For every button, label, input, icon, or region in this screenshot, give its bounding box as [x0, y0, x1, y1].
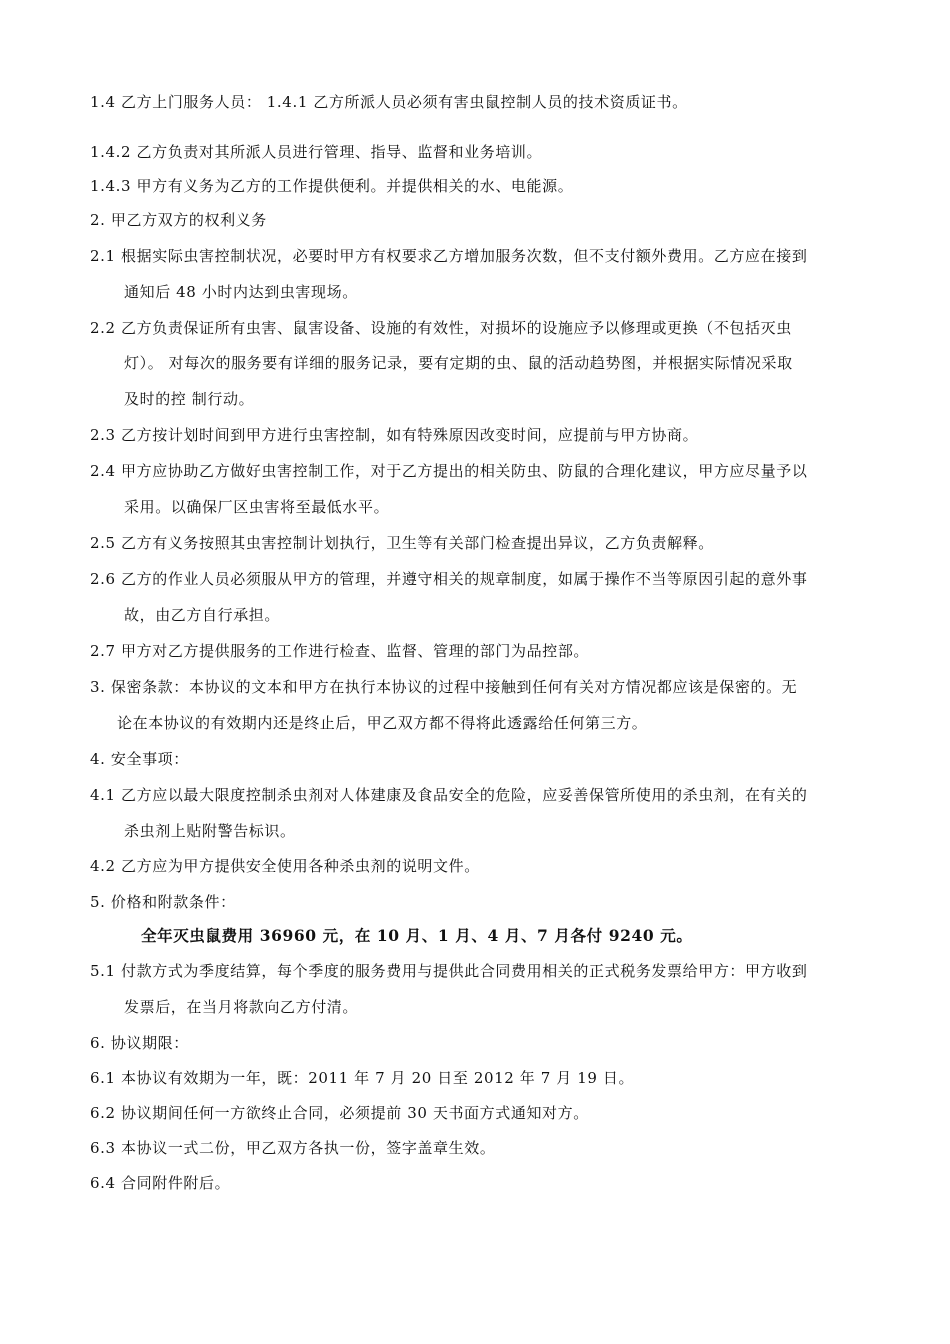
clause-6-4: 6.4 合同附件附后。	[90, 1174, 231, 1192]
clause-5-1-cont: 发票后，在当月将款向乙方付清。	[124, 998, 359, 1016]
section-3-confidentiality: 3. 保密条款：本协议的文本和甲方在执行本协议的过程中接触到任何有关对方情况都应该是保密的。无	[90, 678, 798, 696]
clause-2-1: 2.1 根据实际虫害控制状况，必要时甲方有权要求乙方增加服务次数，但不支付额外费用。乙方应在接到	[90, 247, 808, 265]
clause-2-2-cont-2: 及时的控 制行动。	[124, 390, 255, 408]
section-3-cont: 论在本协议的有效期内还是终止后，甲乙双方都不得将此透露给任何第三方。	[117, 714, 648, 732]
clause-1-4-3: 1.4.3 甲方有义务为乙方的工作提供便利。并提供相关的水、电能源。	[90, 177, 574, 195]
clause-4-1-cont: 杀虫剂上贴附警告标识。	[124, 822, 296, 840]
clause-6-1: 6.1 本协议有效期为一年，既：2011 年 7 月 20 日至 2012 年 7 月 19 日。	[90, 1069, 635, 1087]
clause-2-2: 2.2 乙方负责保证所有虫害、鼠害设备、设施的有效性，对损坏的设施应予以修理或更换（不包括灭虫	[90, 319, 792, 337]
section-6-heading: 6. 协议期限：	[90, 1034, 189, 1052]
clause-6-3: 6.3 本协议一式二份，甲乙双方各执一份，签字盖章生效。	[90, 1139, 496, 1157]
clause-2-6-cont: 故，由乙方自行承担。	[124, 606, 281, 624]
clause-2-6: 2.6 乙方的作业人员必须服从甲方的管理，并遵守相关的规章制度，如属于操作不当等原因引起的意外事	[90, 570, 808, 588]
clause-2-5: 2.5 乙方有义务按照其虫害控制计划执行，卫生等有关部门检查提出异议，乙方负责解释。	[90, 534, 714, 552]
clause-2-2-cont-1: 灯）。 对每次的服务要有详细的服务记录，要有定期的虫、鼠的活动趋势图，并根据实际情况采取	[124, 354, 793, 372]
clause-1-4: 1.4 乙方上门服务人员： 1.4.1 乙方所派人员必须有害虫鼠控制人员的技术资质证书。	[90, 93, 688, 111]
clause-2-1-cont: 通知后 48 小时内达到虫害现场。	[124, 283, 358, 301]
clause-2-4-cont: 采用。以确保厂区虫害将至最低水平。	[124, 498, 390, 516]
section-4-heading: 4. 安全事项：	[90, 750, 189, 768]
section-5-heading: 5. 价格和附款条件：	[90, 893, 236, 911]
clause-6-2: 6.2 协议期间任何一方欲终止合同，必须提前 30 天书面方式通知对方。	[90, 1104, 589, 1122]
annual-fee-statement: 全年灭虫鼠费用 36960 元，在 10 月、1 月、4 月、7 月各付 9240 元。	[141, 926, 693, 945]
clause-1-4-2: 1.4.2 乙方负责对其所派人员进行管理、指导、监督和业务培训。	[90, 143, 543, 161]
clause-2-7: 2.7 甲方对乙方提供服务的工作进行检查、监督、管理的部门为品控部。	[90, 642, 590, 660]
clause-2-4: 2.4 甲方应协助乙方做好虫害控制工作，对于乙方提出的相关防虫、防鼠的合理化建议，甲方应尽量予以	[90, 462, 808, 480]
section-2-heading: 2. 甲乙方双方的权利义务	[90, 211, 267, 229]
clause-4-2: 4.2 乙方应为甲方提供安全使用各种杀虫剂的说明文件。	[90, 857, 480, 875]
clause-5-1: 5.1 付款方式为季度结算，每个季度的服务费用与提供此合同费用相关的正式税务发票给甲方：甲方收到	[90, 962, 808, 980]
clause-2-3: 2.3 乙方按计划时间到甲方进行虫害控制，如有特殊原因改变时间，应提前与甲方协商。	[90, 426, 699, 444]
clause-4-1: 4.1 乙方应以最大限度控制杀虫剂对人体建康及食品安全的危险，应妥善保管所使用的杀虫剂，在有关的	[90, 786, 808, 804]
